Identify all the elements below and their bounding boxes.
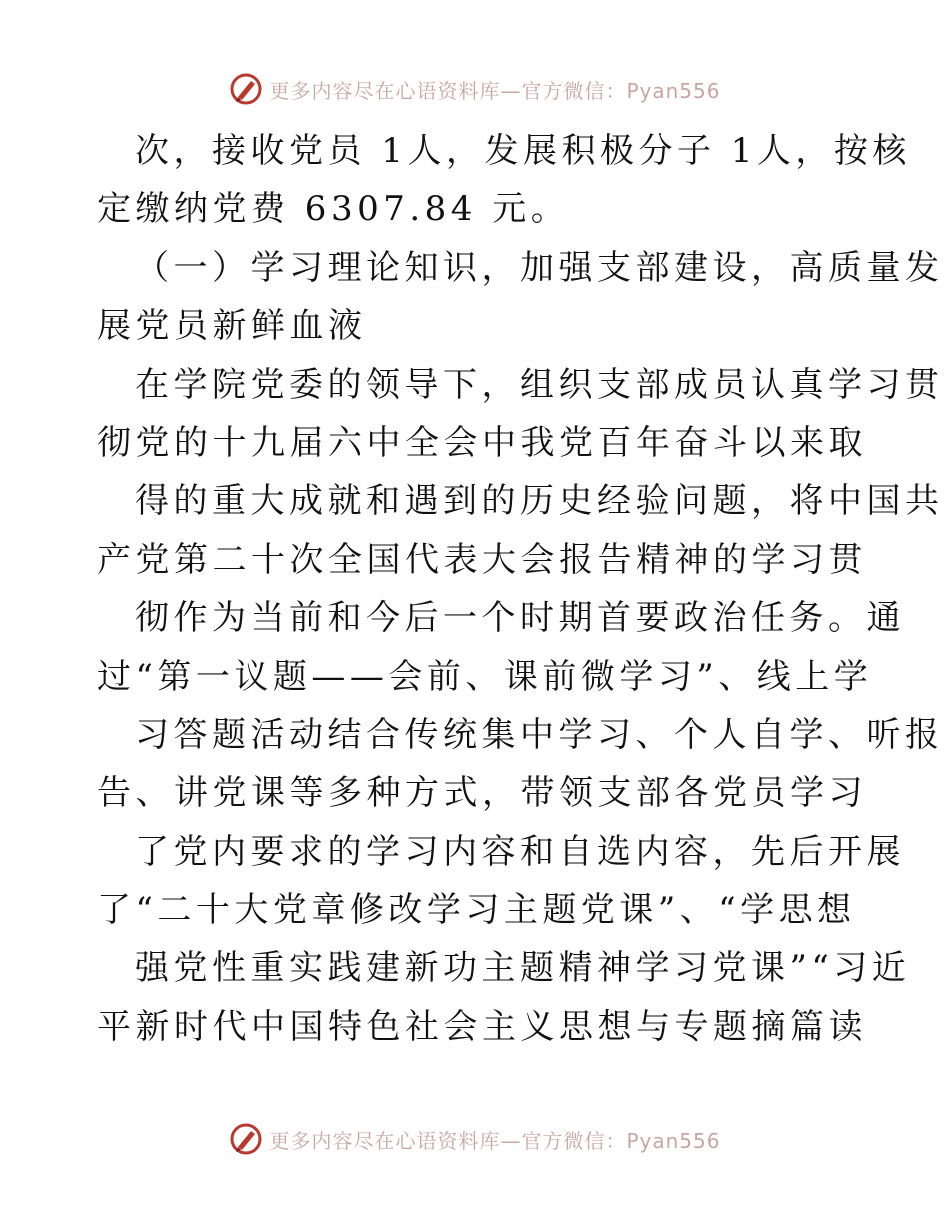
text-line: 习答题活动结合传统集中学习、个人自学、听报 [135, 714, 944, 755]
pen-logo-icon [229, 72, 263, 106]
text-line: 产党第二十次全国代表大会报告精神的学习贯 [97, 539, 867, 580]
watermark-text: 更多内容尽在心语资料库—官方微信：Pyan556 [269, 78, 721, 103]
text-line: 告、讲党课等多种方式，带领支部各党员学习 [97, 773, 867, 814]
footer-watermark [0, 1122, 950, 1156]
text-line: 了党内要求的学习内容和自选内容，先后开展 [135, 831, 905, 872]
watermark-text: 更多内容尽在心语资料库—官方微信：Pyan556 [269, 1128, 721, 1153]
pen-logo-icon [229, 1122, 263, 1156]
text-line: 展党员新鲜血液 [97, 306, 367, 347]
text-line: 在学院党委的领导下，组织支部成员认真学习贯 [135, 364, 944, 405]
text-line: 得的重大成就和遇到的历史经验问题，将中国共 [135, 481, 944, 522]
text-line: 平新时代中国特色社会主义思想与专题摘篇读 [97, 1006, 867, 1047]
text-line: 彻党的十九届六中全会中我党百年奋斗以来取 [97, 422, 867, 463]
text-line: 彻作为当前和今后一个时期首要政治任务。通 [135, 598, 905, 639]
text-line: 过“第一议题——会前、课前微学习”、线上学 [97, 656, 873, 697]
text-line: 强党性重实践建新功主题精神学习党课”“习近 [135, 948, 911, 989]
text-line: （一）学习理论知识，加强支部建设，高质量发 [135, 247, 944, 288]
text-line: 了“二十大党章修改学习主题党课”、“学思想 [97, 890, 856, 931]
header-watermark [0, 72, 950, 106]
text-line: 次，接收党员 1人，发展积极分子 1人，按核 [135, 131, 911, 171]
text-line: 定缴纳党费 6307.84 元。 [97, 189, 570, 230]
document-body [97, 122, 944, 1056]
